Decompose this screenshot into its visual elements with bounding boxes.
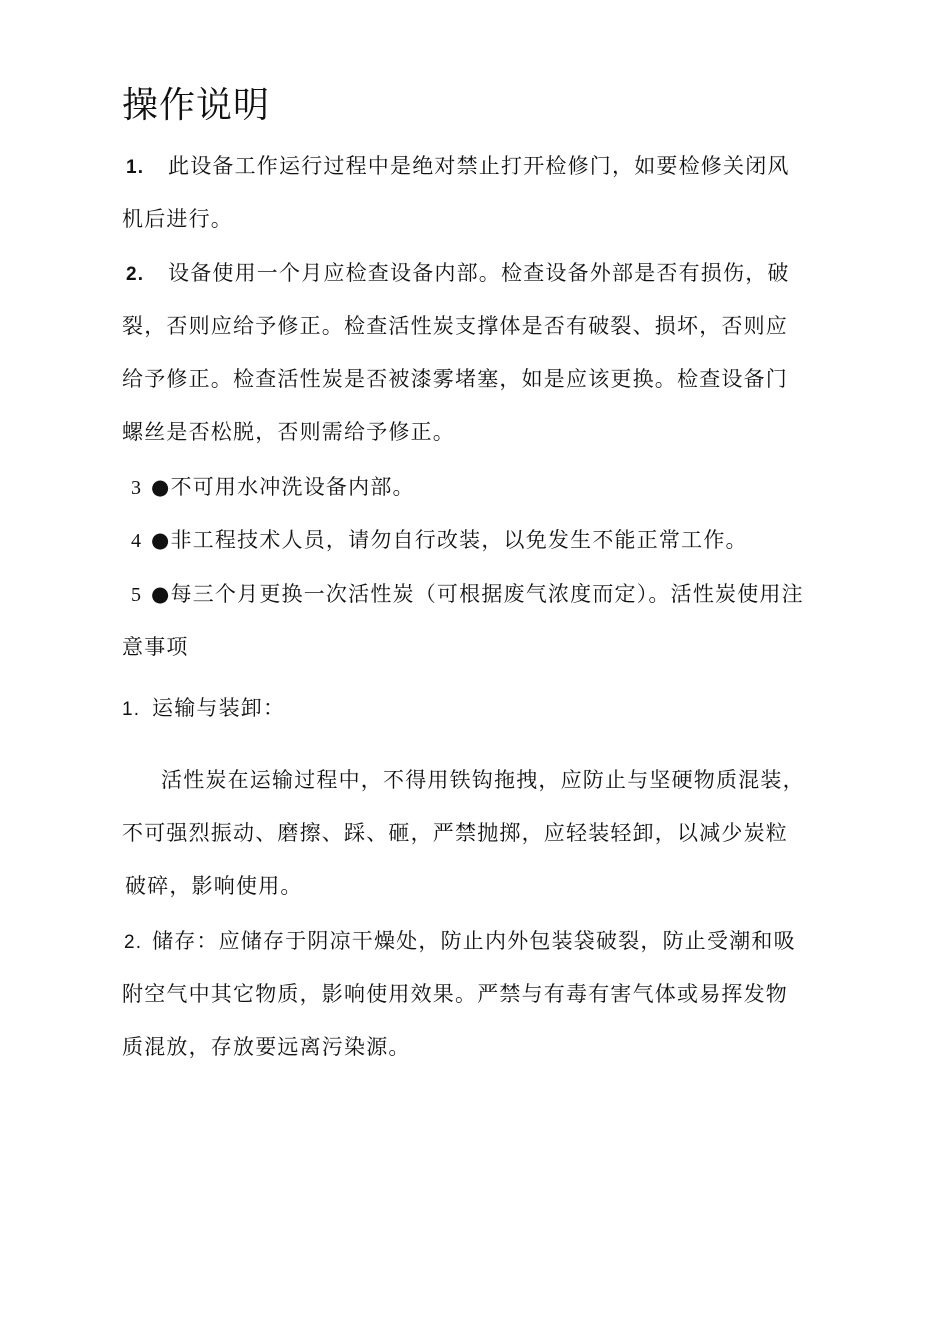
note-number: 2.	[124, 932, 143, 953]
item-2-line-2: 裂，否则应给予修正。检查活性炭支撑体是否有破裂、损坏，否则应	[122, 314, 788, 338]
item-text: 每三个月更换一次活性炭（可根据废气浓度而定）。活性炭使用注	[170, 582, 804, 606]
note-2-line-2: 附空气中其它物质，影响使用效果。严禁与有毒有害气体或易挥发物	[122, 982, 788, 1006]
item-3-line-1	[122, 472, 415, 503]
item-5-line-1	[122, 579, 804, 610]
note-heading: 运输与装卸：	[152, 696, 286, 720]
bullet-icon: ●	[151, 528, 171, 552]
note-number: 1.	[122, 699, 141, 720]
page-title: 操作说明	[122, 85, 271, 126]
bullet-icon: ●	[151, 475, 171, 499]
item-number: 1.	[126, 157, 145, 178]
item-number: 5	[131, 584, 143, 606]
note-2-line-3: 质混放，存放要远离污染源。	[122, 1035, 411, 1059]
bullet-icon: ●	[151, 582, 171, 606]
note-text: 储存：应储存于阴凉干燥处，防止内外包装袋破裂，防止受潮和吸	[152, 929, 796, 953]
item-4-line-1	[122, 525, 748, 556]
item-number: 4	[131, 530, 143, 552]
item-2-line-3: 给予修正。检查活性炭是否被漆雾堵塞，如是应该更换。检查设备门	[122, 367, 788, 391]
item-1-line-1	[122, 151, 790, 183]
item-2-line-1	[122, 258, 790, 290]
item-2-line-4: 螺丝是否松脱，否则需给予修正。	[122, 420, 455, 444]
item-text: 设备使用一个月应检查设备内部。检查设备外部是否有损伤，破	[168, 261, 790, 285]
item-5-line-2: 意事项	[122, 635, 189, 659]
item-text: 非工程技术人员，请勿自行改装，以免发生不能正常工作。	[170, 528, 748, 552]
item-text: 此设备工作运行过程中是绝对禁止打开检修门，如要检修关闭风	[168, 154, 790, 178]
note-1-line-1: 活性炭在运输过程中，不得用铁钩拖拽，应防止与坚硬物质混装，	[161, 768, 805, 792]
note-1-heading	[122, 693, 285, 725]
note-1-line-2: 不可强烈振动、磨擦、踩、砸，严禁抛掷，应轻装轻卸，以减少炭粒	[122, 821, 788, 845]
item-number: 2.	[126, 264, 145, 285]
note-1-line-3: 破碎，影响使用。	[125, 874, 303, 898]
item-1-line-2: 机后进行。	[122, 207, 233, 231]
note-2-line-1	[122, 926, 796, 958]
item-number: 3	[131, 477, 143, 499]
item-text: 不可用水冲洗设备内部。	[170, 475, 415, 499]
